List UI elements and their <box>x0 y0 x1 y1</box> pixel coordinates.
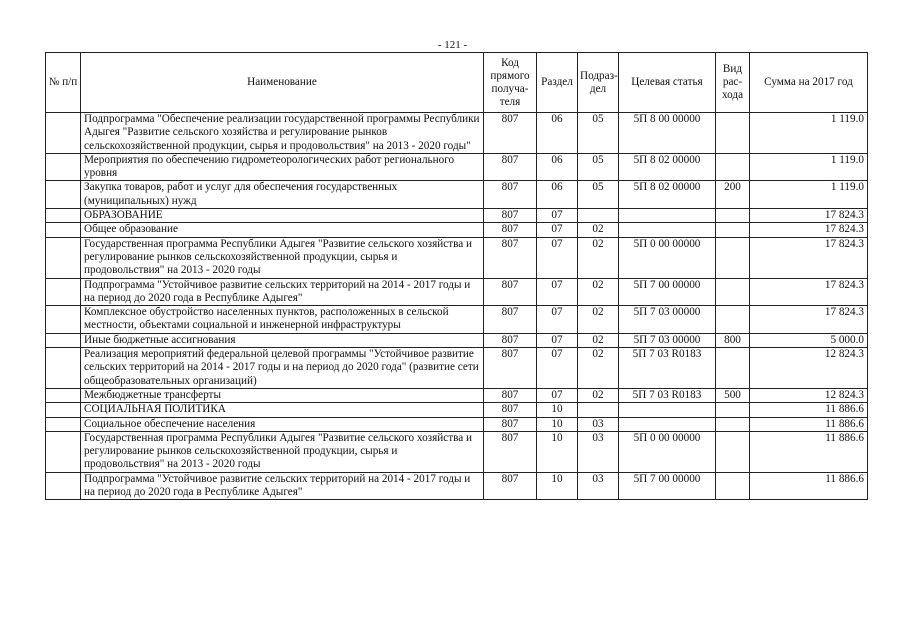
cell-name: Государственная программа Республики Адыгея "Развитие сельского хозяйства и регулирование рынков сельскохозяйственной продукции, сырья и продовольствия" на 2013 - 2020 годы <box>81 237 484 278</box>
cell-type <box>716 278 750 306</box>
cell-code: 807 <box>484 417 537 431</box>
cell-subsection: 03 <box>578 417 619 431</box>
cell-name: Подпрограмма "Устойчивое развитие сельских территорий на 2014 - 2017 годы и на период до 2020 года в Республике Адыгея" <box>81 278 484 306</box>
cell-code: 807 <box>484 153 537 181</box>
cell-sum: 17 824.3 <box>750 306 868 334</box>
cell-sum: 17 824.3 <box>750 237 868 278</box>
cell-type <box>716 403 750 417</box>
cell-subsection: 05 <box>578 153 619 181</box>
cell-target: 5П 0 00 00000 <box>619 237 716 278</box>
table-header-row <box>46 53 868 113</box>
cell-sum: 11 886.6 <box>750 472 868 500</box>
cell-subsection: 03 <box>578 431 619 472</box>
cell-type: 200 <box>716 181 750 209</box>
cell-target <box>619 403 716 417</box>
cell-num <box>46 278 81 306</box>
cell-sum: 17 824.3 <box>750 278 868 306</box>
cell-num <box>46 431 81 472</box>
table-row <box>46 237 868 278</box>
cell-code: 807 <box>484 278 537 306</box>
cell-subsection: 02 <box>578 348 619 389</box>
cell-sum: 17 824.3 <box>750 209 868 223</box>
cell-sum: 1 119.0 <box>750 113 868 154</box>
cell-code: 807 <box>484 333 537 347</box>
cell-target: 5П 7 00 00000 <box>619 472 716 500</box>
table-row <box>46 153 868 181</box>
cell-subsection: 02 <box>578 223 619 237</box>
cell-name: Закупка товаров, работ и услуг для обеспечения государственных (муниципальных) нужд <box>81 181 484 209</box>
cell-section: 06 <box>537 181 578 209</box>
cell-type <box>716 237 750 278</box>
cell-target: 5П 8 00 00000 <box>619 113 716 154</box>
cell-num <box>46 403 81 417</box>
cell-type <box>716 431 750 472</box>
cell-num <box>46 223 81 237</box>
cell-num <box>46 348 81 389</box>
cell-type <box>716 417 750 431</box>
cell-section: 07 <box>537 348 578 389</box>
cell-type: 500 <box>716 388 750 402</box>
cell-target: 5П 7 03 00000 <box>619 306 716 334</box>
cell-section: 06 <box>537 153 578 181</box>
cell-name: Мероприятия по обеспечению гидрометеорологических работ регионального уровня <box>81 153 484 181</box>
table-row <box>46 223 868 237</box>
cell-code: 807 <box>484 113 537 154</box>
cell-name: Комплексное обустройство населенных пунктов, расположенных в сельской местности, объектами социальной и инженерной инфраструктуры <box>81 306 484 334</box>
cell-section: 07 <box>537 278 578 306</box>
cell-num <box>46 153 81 181</box>
cell-target: 5П 7 03 R0183 <box>619 388 716 402</box>
cell-subsection: 02 <box>578 237 619 278</box>
cell-subsection: 02 <box>578 388 619 402</box>
cell-target <box>619 209 716 223</box>
cell-target: 5П 7 00 00000 <box>619 278 716 306</box>
cell-subsection <box>578 209 619 223</box>
cell-section: 10 <box>537 403 578 417</box>
cell-target: 5П 7 03 R0183 <box>619 348 716 389</box>
cell-name: Межбюджетные трансферты <box>81 388 484 402</box>
col-header-type: Вид рас-хода <box>716 53 750 113</box>
page-number: - 121 - <box>437 39 468 51</box>
col-header-name: Наименование <box>81 53 484 113</box>
table-row <box>46 417 868 431</box>
table-row <box>46 403 868 417</box>
cell-code: 807 <box>484 348 537 389</box>
cell-code: 807 <box>484 403 537 417</box>
cell-code: 807 <box>484 181 537 209</box>
table-row <box>46 181 868 209</box>
cell-subsection: 05 <box>578 113 619 154</box>
cell-num <box>46 237 81 278</box>
cell-target: 5П 8 02 00000 <box>619 153 716 181</box>
cell-sum: 11 886.6 <box>750 431 868 472</box>
cell-type <box>716 472 750 500</box>
cell-code: 807 <box>484 431 537 472</box>
cell-num <box>46 333 81 347</box>
cell-name: Реализация мероприятий федеральной целевой программы "Устойчивое развитие сельских территорий на 2014 - 2017 годы и на период до 2020 года" (развитие сети общеобразовательных организаций) <box>81 348 484 389</box>
cell-num <box>46 113 81 154</box>
cell-section: 07 <box>537 333 578 347</box>
col-header-subsection: Подраз-дел <box>578 53 619 113</box>
cell-sum: 12 824.3 <box>750 388 868 402</box>
cell-name: ОБРАЗОВАНИЕ <box>81 209 484 223</box>
col-header-section: Раздел <box>537 53 578 113</box>
cell-section: 10 <box>537 431 578 472</box>
cell-target: 5П 0 00 00000 <box>619 431 716 472</box>
cell-target: 5П 7 03 00000 <box>619 333 716 347</box>
cell-type <box>716 153 750 181</box>
cell-name: СОЦИАЛЬНАЯ ПОЛИТИКА <box>81 403 484 417</box>
col-header-target: Целевая статья <box>619 53 716 113</box>
cell-code: 807 <box>484 306 537 334</box>
cell-name: Иные бюджетные ассигнования <box>81 333 484 347</box>
cell-type <box>716 209 750 223</box>
col-header-num: № п/п <box>46 53 81 113</box>
cell-name: Общее образование <box>81 223 484 237</box>
cell-code: 807 <box>484 237 537 278</box>
cell-num <box>46 472 81 500</box>
cell-subsection: 02 <box>578 333 619 347</box>
cell-sum: 5 000.0 <box>750 333 868 347</box>
table-row <box>46 348 868 389</box>
table-row <box>46 113 868 154</box>
cell-sum: 11 886.6 <box>750 417 868 431</box>
cell-num <box>46 209 81 223</box>
cell-section: 07 <box>537 388 578 402</box>
cell-name: Государственная программа Республики Адыгея "Развитие сельского хозяйства и регулирование рынков сельскохозяйственной продукции, сырья и продовольствия" на 2013 - 2020 годы <box>81 431 484 472</box>
table-row <box>46 278 868 306</box>
cell-subsection: 05 <box>578 181 619 209</box>
budget-table <box>45 52 868 500</box>
cell-sum: 1 119.0 <box>750 181 868 209</box>
cell-type <box>716 306 750 334</box>
table-row <box>46 209 868 223</box>
cell-name: Подпрограмма "Устойчивое развитие сельских территорий на 2014 - 2017 годы и на период до 2020 года в Республике Адыгея" <box>81 472 484 500</box>
cell-num <box>46 306 81 334</box>
cell-section: 06 <box>537 113 578 154</box>
cell-name: Подпрограмма "Обеспечение реализации государственной программы Республики Адыгея "Развитие сельского хозяйства и регулирование рынков сельскохозяйственной продукции, сырья и продовольствия" на 2013 - 2020 годы" <box>81 113 484 154</box>
cell-num <box>46 388 81 402</box>
table-row <box>46 333 868 347</box>
cell-target <box>619 417 716 431</box>
cell-target <box>619 223 716 237</box>
cell-code: 807 <box>484 388 537 402</box>
cell-sum: 17 824.3 <box>750 223 868 237</box>
cell-sum: 1 119.0 <box>750 153 868 181</box>
cell-num <box>46 181 81 209</box>
cell-code: 807 <box>484 472 537 500</box>
cell-target: 5П 8 02 00000 <box>619 181 716 209</box>
table-row <box>46 472 868 500</box>
cell-type <box>716 113 750 154</box>
cell-sum: 12 824.3 <box>750 348 868 389</box>
col-header-sum: Сумма на 2017 год <box>750 53 868 113</box>
cell-type <box>716 348 750 389</box>
col-header-code: Код прямого получа-теля <box>484 53 537 113</box>
table-row <box>46 306 868 334</box>
cell-subsection: 02 <box>578 278 619 306</box>
table-row <box>46 431 868 472</box>
cell-code: 807 <box>484 223 537 237</box>
cell-subsection <box>578 403 619 417</box>
cell-type <box>716 223 750 237</box>
cell-section: 07 <box>537 306 578 334</box>
cell-subsection: 02 <box>578 306 619 334</box>
cell-name: Социальное обеспечение населения <box>81 417 484 431</box>
cell-type: 800 <box>716 333 750 347</box>
cell-num <box>46 417 81 431</box>
cell-sum: 11 886.6 <box>750 403 868 417</box>
cell-subsection: 03 <box>578 472 619 500</box>
cell-code: 807 <box>484 209 537 223</box>
table-row <box>46 388 868 402</box>
cell-section: 10 <box>537 417 578 431</box>
cell-section: 07 <box>537 209 578 223</box>
cell-section: 10 <box>537 472 578 500</box>
cell-section: 07 <box>537 223 578 237</box>
cell-section: 07 <box>537 237 578 278</box>
